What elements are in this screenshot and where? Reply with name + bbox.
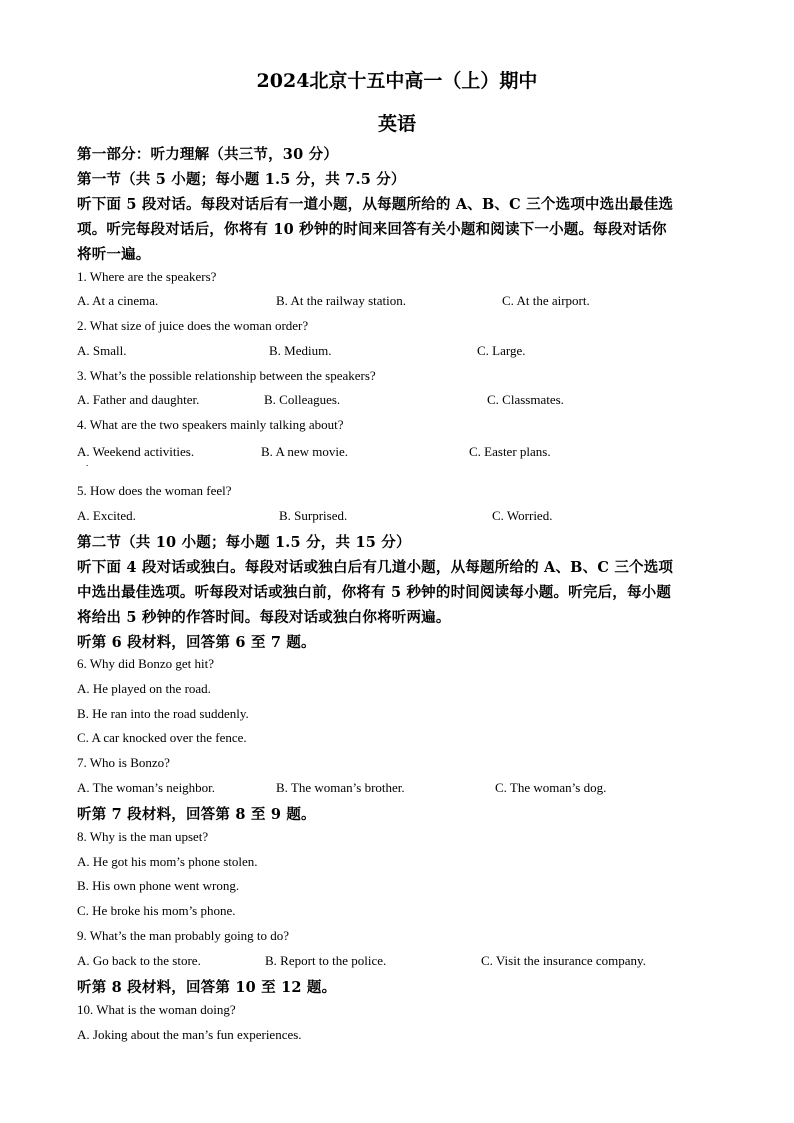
section1-instruction-line: 听下面 5 段对话。每段对话后有一道小题，从每题所给的 A、B、C 三个选项中选出最佳选 (77, 196, 674, 213)
option-b: B. Colleagues. (264, 392, 341, 407)
option-a: A. Small. (77, 343, 127, 358)
option-b: B. His own phone went wrong. (77, 878, 240, 893)
question-stem: 8. Why is the man upset? (77, 829, 209, 844)
question-stem: 2. What size of juice does the woman order? (77, 318, 309, 333)
option-b: B. Report to the police. (265, 953, 387, 968)
option-c: C. Visit the insurance company. (481, 953, 646, 968)
option-b: B. Surprised. (279, 508, 348, 523)
subject-title: 英语 (377, 113, 416, 135)
part1-heading: 第一部分：听力理解（共三节，30 分） (77, 146, 339, 163)
option-a: A. At a cinema. (77, 293, 159, 308)
section2-heading: 第二节（共 10 小题；每小题 1.5 分，共 15 分） (77, 534, 411, 551)
section1-instruction-line: 项。听完每段对话后，你将有 10 秒钟的时间来回答有关小题和阅读下一小题。每段对话你 (77, 221, 667, 238)
exam-title: 2024北京十五中高一（上）期中 (256, 70, 538, 92)
section2-instruction-line: 将给出 5 秒钟的作答时间。每段对话或独白你将听两遍。 (77, 609, 451, 626)
option-c: C. A car knocked over the fence. (77, 730, 247, 745)
option-b: B. The woman’s brother. (276, 780, 405, 795)
option-b: B. Medium. (269, 343, 332, 358)
stray-mark: . (86, 458, 89, 468)
question-stem: 4. What are the two speakers mainly talking about? (77, 417, 344, 432)
option-a: A. Father and daughter. (77, 392, 200, 407)
material-heading: 听第 6 段材料，回答第 6 至 7 题。 (77, 634, 316, 651)
question-stem: 9. What’s the man probably going to do? (77, 928, 290, 943)
section2-instruction-line: 中选出最佳选项。听每段对话或独白前，你将有 5 秒钟的时间阅读每小题。听完后，每小题 (77, 584, 672, 601)
option-c: C. At the airport. (502, 293, 590, 308)
question-stem: 6. Why did Bonzo get hit? (77, 656, 214, 671)
option-b: B. At the railway station. (276, 293, 406, 308)
option-a: A. He played on the road. (77, 681, 211, 696)
material-heading: 听第 8 段材料，回答第 10 至 12 题。 (77, 979, 337, 996)
question-stem: 7. Who is Bonzo? (77, 755, 170, 770)
option-a: A. Joking about the man’s fun experiences. (77, 1027, 302, 1042)
option-a: A. Excited. (77, 508, 136, 523)
option-b: B. A new movie. (261, 444, 349, 459)
option-c: C. Worried. (492, 508, 553, 523)
option-a: A. The woman’s neighbor. (77, 780, 216, 795)
section1-heading: 第一节（共 5 小题；每小题 1.5 分，共 7.5 分） (77, 171, 406, 188)
question-stem: 3. What’s the possible relationship between the speakers? (77, 368, 376, 383)
option-c: C. Easter plans. (469, 444, 551, 459)
option-c: C. The woman’s dog. (495, 780, 607, 795)
question-stem: 1. Where are the speakers? (77, 269, 217, 284)
option-a: A. He got his mom’s phone stolen. (77, 854, 258, 869)
option-c: C. Large. (477, 343, 526, 358)
option-c: C. He broke his mom’s phone. (77, 903, 236, 918)
option-b: B. He ran into the road suddenly. (77, 706, 249, 721)
question-stem: 10. What is the woman doing? (77, 1002, 236, 1017)
option-c: C. Classmates. (487, 392, 564, 407)
material-heading: 听第 7 段材料，回答第 8 至 9 题。 (77, 806, 316, 823)
section1-instruction-line: 将听一遍。 (77, 246, 151, 263)
option-a: A. Go back to the store. (77, 953, 201, 968)
question-stem: 5. How does the woman feel? (77, 483, 232, 498)
section2-instruction-line: 听下面 4 段对话或独白。每段对话或独白后有几道小题，从每题所给的 A、B、C 三个选项 (77, 559, 674, 576)
option-a: A. Weekend activities. (77, 444, 195, 459)
